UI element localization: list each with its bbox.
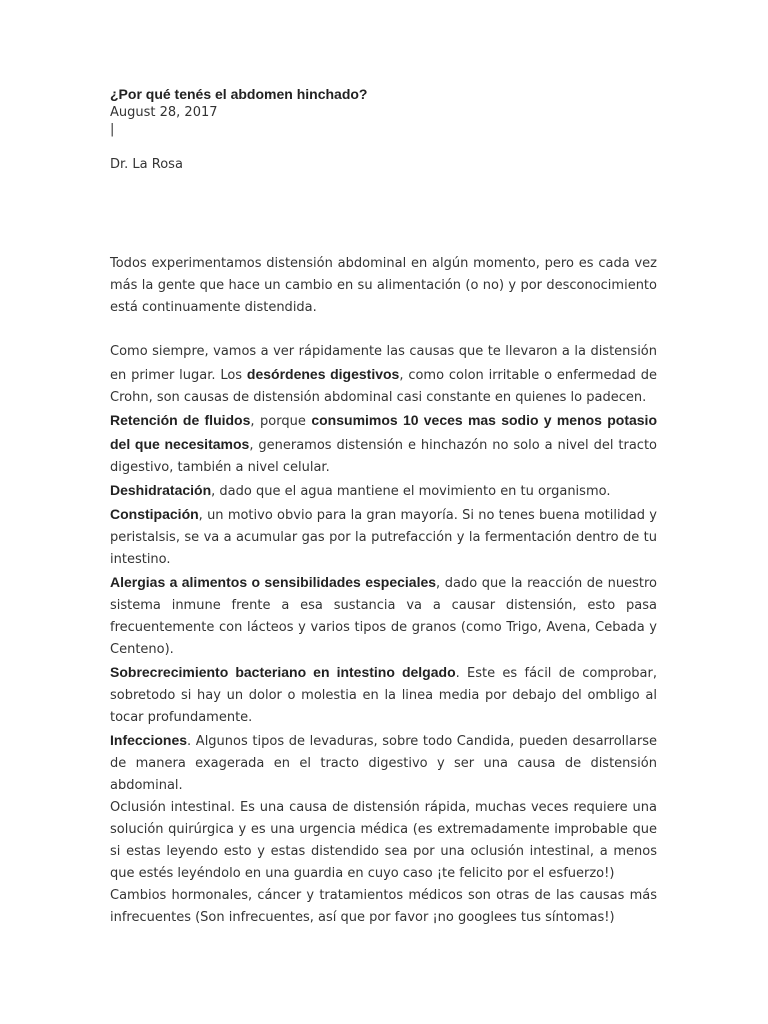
bold-term: Sobrecrecimiento bacteriano en intestino delgado <box>110 664 456 680</box>
article-title: ¿Por qué tenés el abdomen hinchado? <box>110 86 368 102</box>
text-span: . Algunos tipos de levaduras, sobre todo Candida, pueden desarrollarse de manera exagerada en el tracto digestivo y ser una causa de distensión abdominal. <box>110 734 657 793</box>
paragraph-digestive-disorders <box>110 341 657 409</box>
paragraph-fluid-retention <box>110 409 657 479</box>
text-span: Como siempre, vamos a ver rápidamente las causas que te llevaron a la distensión en primer lugar. Los <box>110 344 657 383</box>
paragraph-allergies <box>110 571 657 661</box>
bold-term: consumimos 10 veces mas sodio y menos potasio del que necesitamos <box>110 412 657 452</box>
paragraph-infections <box>110 729 657 797</box>
text-span: . Este es fácil de comprobar, sobretodo si hay un dolor o molestia en la linea media por debajo del ombligo al tocar profundamente. <box>110 666 657 725</box>
article-body <box>110 253 657 929</box>
paragraph-bacterial-overgrowth <box>110 661 657 729</box>
bold-term: Deshidratación <box>110 482 212 498</box>
text-span: , dado que el agua mantiene el movimiento en tu organismo. <box>211 484 611 499</box>
text-span: , porque <box>250 414 312 429</box>
text-span: , como colon irritable o enfermedad de Crohn, son causas de distensión abdominal casi constante en quienes lo padecen. <box>110 368 658 405</box>
paragraph-constipation <box>110 503 657 571</box>
text-span: , generamos distensión e hinchazón no solo a nivel del tracto digestivo, también a nivel celular. <box>110 438 657 475</box>
article-date: August 28, 2017 <box>110 105 218 120</box>
paragraph-other-causes: Cambios hormonales, cáncer y tratamientos médicos son otras de las causas más infrecuentes (Son infrecuentes, así que por favor ¡no googlees tus síntomas!) <box>110 888 657 925</box>
bold-term: desórdenes digestivos <box>246 366 400 382</box>
text-cursor: | <box>110 122 115 137</box>
paragraph-intro: Todos experimentamos distensión abdominal en algún momento, pero es cada vez más la gente que hace un cambio en su alimentación (o no) y por desconocimiento está continuamente distendida. <box>110 256 657 315</box>
bold-term: Constipación <box>110 506 199 522</box>
paragraph-dehydration <box>110 479 657 503</box>
text-span: , dado que la reacción de nuestro sistema inmune frente a esa sustancia va a causar distensión, esto pasa frecuentemente con lácteos y varios tipos de granos (como Trigo, Avena, Cebada y Centeno). <box>110 576 658 657</box>
bold-term: Retención de fluidos <box>110 412 251 428</box>
paragraph-intestinal-occlusion: Oclusión intestinal. Es una causa de distensión rápida, muchas veces requiere una solución quirúrgica y es una urgencia médica (es extremadamente improbable que si estas leyendo esto y estas distendido sea por una oclusión intestinal, a menos que estés leyéndolo en una guardia en cuyo caso ¡te felicito por el esfuerzo!) <box>110 800 657 881</box>
text-span: , un motivo obvio para la gran mayoría. Si no tenes buena motilidad y peristalsis, se va a acumular gas por la putrefacción y la fermentación dentro de tu intestino. <box>110 508 657 567</box>
bold-term: Alergias a alimentos o sensibilidades especiales <box>110 574 437 590</box>
bold-term: Infecciones <box>110 732 188 748</box>
article-author: Dr. La Rosa <box>110 157 183 172</box>
